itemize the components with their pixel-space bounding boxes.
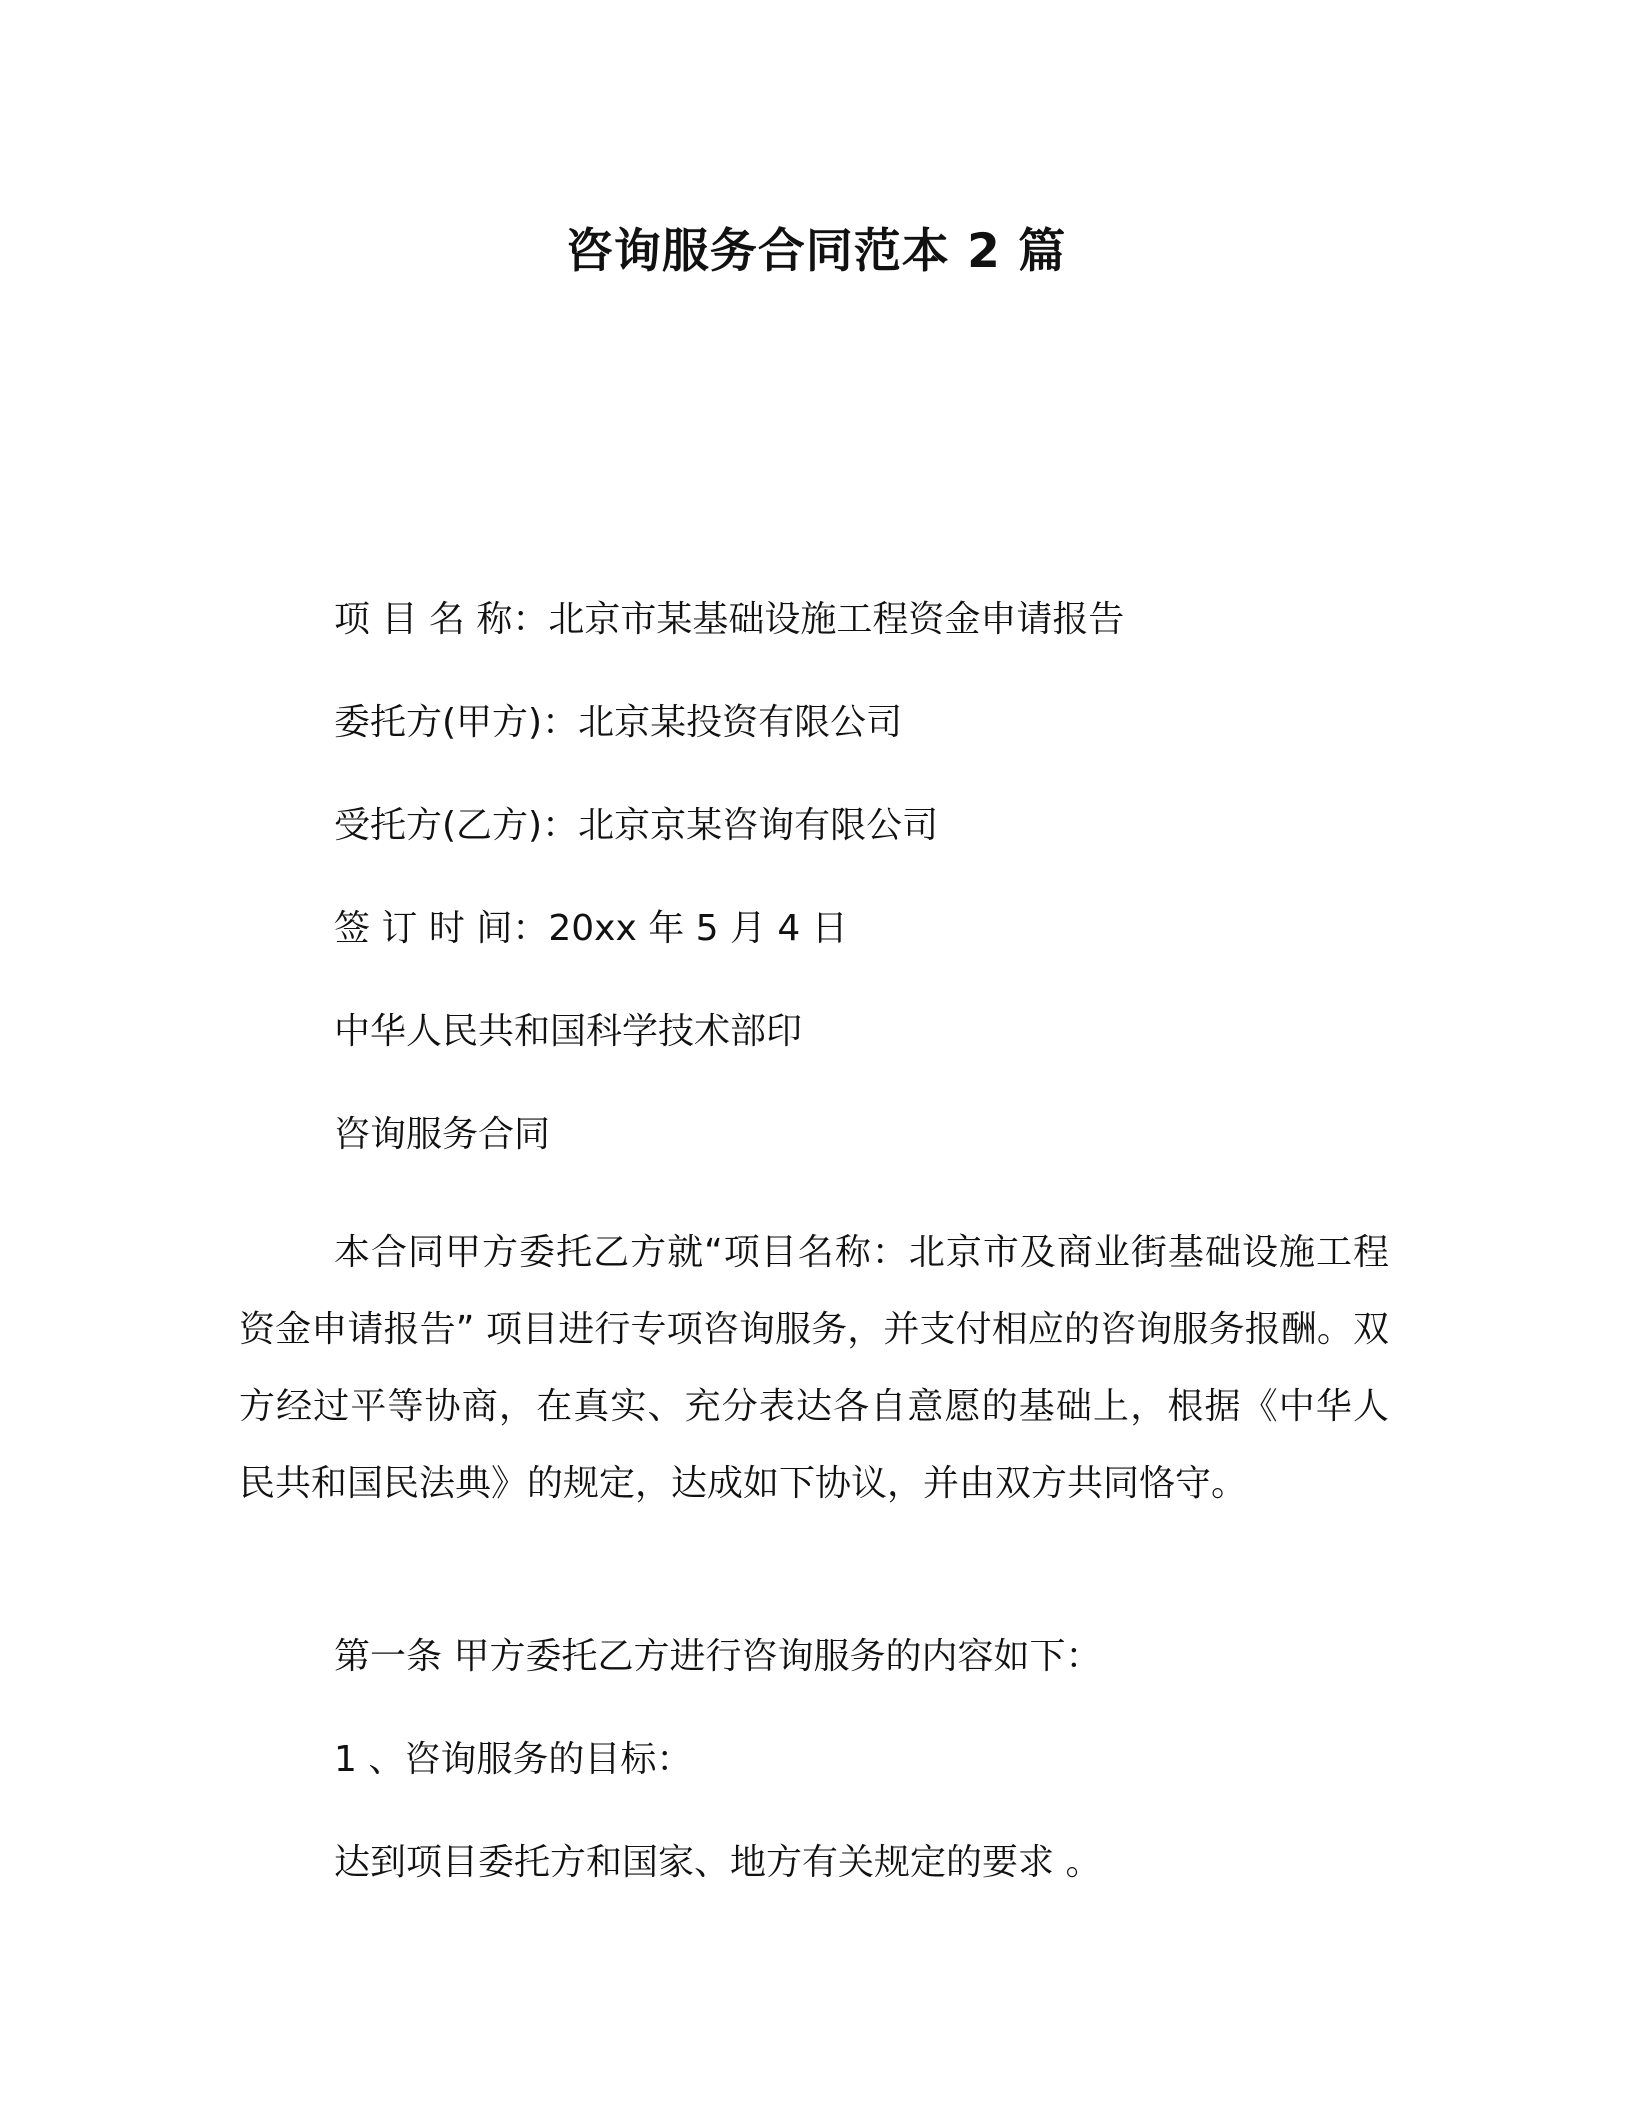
contract-heading: 咨询服务合同 (334, 1114, 551, 1155)
item-1-text: 达到项目委托方和国家、地方有关规定的要求 。 (334, 1842, 1102, 1883)
document-title: 咨询服务合同范本 2 篇 (565, 224, 1067, 279)
item-1-heading: 1 、咨询服务的目标： (334, 1739, 693, 1780)
article-1-heading: 第一条 甲方委托乙方进行咨询服务的内容如下： (334, 1636, 1102, 1677)
signing-date-line: 签 订 时 间：20xx 年 5 月 4 日 (334, 908, 848, 949)
issuer-line: 中华人民共和国科学技术部印 (334, 1011, 803, 1052)
intro-paragraph: 本合同甲方委托乙方就“项目名称：北京市及商业街基础设施工程资金申请报告” 项目进行专项咨询服务，并支付相应的咨询服务报酬。双方经过平等协商，在真实、充分表达各自意愿的基础上，根据《中华人民共和国民法典》的规定，达成如下协议，并由双方共同恪守。 (239, 1232, 1389, 1504)
contractor-party-b-line: 受托方(乙方)：北京京某咨询有限公司 (334, 805, 939, 846)
client-party-a-line: 委托方(甲方)：北京某投资有限公司 (334, 702, 903, 743)
project-name-line: 项 目 名 称：北京市某基础设施工程资金申请报告 (334, 599, 1125, 640)
